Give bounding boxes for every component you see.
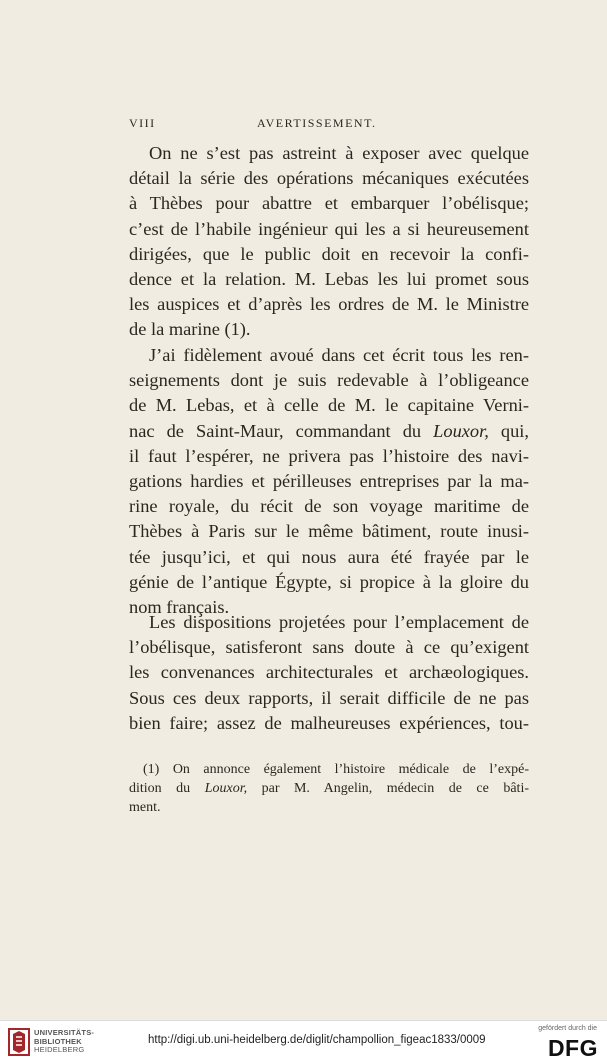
text-line: seignements dont je suis redevable à l’obligeance <box>129 370 529 391</box>
text-line: nom français. <box>129 596 230 617</box>
text-line: bien faire; assez de malheureuses expériences, tou- <box>129 712 529 733</box>
text-line: rine royale, du récit de son voyage maritime de <box>129 496 529 517</box>
text-line: les auspices et d’après les ordres de M. le Ministre <box>129 294 529 315</box>
text-fragment: par M. Angelin, médecin de ce bâti- <box>247 781 530 796</box>
university-library-logo-icon[interactable] <box>8 1028 30 1056</box>
text-line: détail la série des opérations mécaniques exécutées <box>129 168 529 189</box>
footnote-line: (1) On annonce également l’histoire médicale de l’expé- <box>143 762 529 777</box>
footnote <box>129 760 529 817</box>
text-line: gations hardies et périlleuses entreprises par la ma- <box>129 470 529 491</box>
footnote-line <box>129 779 529 798</box>
text-fragment: dition du <box>129 781 205 796</box>
text-line: de la marine (1). <box>129 319 251 340</box>
permalink-url[interactable]: http://digi.ub.uni-heidelberg.de/diglit/champollion_figeac1833/0009 <box>148 1034 486 1046</box>
text-line: J’ai fidèlement avoué dans cet écrit tous les ren- <box>149 345 529 365</box>
funded-by-label: gefördert durch die <box>538 1025 597 1032</box>
text-fragment: qui, <box>488 420 529 441</box>
text-line: il faut l’espérer, ne privera pas l’histoire des navi- <box>129 445 529 466</box>
text-line-with-italic <box>129 419 529 444</box>
page-number: VIII <box>129 116 156 130</box>
dfg-logo[interactable]: DFG <box>547 1035 598 1061</box>
text-line: génie de l’antique Égypte, si propice à la gloire du <box>129 571 529 592</box>
text-line: de M. Lebas, et à celle de M. le capitaine Verni- <box>129 395 529 416</box>
running-head <box>129 116 529 136</box>
library-name: UNIVERSITÄTS- BIBLIOTHEK HEIDELBERG <box>34 1028 95 1054</box>
text-line: On ne s’est pas astreint à exposer avec quelque <box>149 143 529 163</box>
paragraph-2 <box>129 343 529 620</box>
text-line: dence et la relation. M. Lebas les lui promet sous <box>129 268 529 289</box>
ship-name: Louxor, <box>433 420 489 441</box>
footnote-line: ment. <box>129 800 161 815</box>
text-line: dirigées, que le public doit en recevoir la confi- <box>129 243 529 264</box>
ship-name: Louxor, <box>204 781 248 796</box>
text-line: tée jusqu’ici, et qui nous aura été frayée par le <box>129 546 529 567</box>
text-line: Sous ces deux rapports, il serait difficile de ne pas <box>129 687 529 708</box>
text-line: Les dispositions projetées pour l’emplacement de <box>149 612 529 632</box>
text-fragment: nac de Saint-Maur, commandant du <box>129 420 434 441</box>
text-line: Thèbes à Paris sur le même bâtiment, route inusi- <box>129 521 529 542</box>
paragraph-1 <box>129 141 529 343</box>
text-line: l’obélisque, satisferont sans doute à ce qu’exigent <box>129 637 529 658</box>
text-line: les convenances architecturales et archæologiques. <box>129 662 529 683</box>
text-line: à Thèbes pour abattre et embarquer l’obélisque; <box>129 193 529 214</box>
text-line: c’est de l’habile ingénieur qui les a si heureusement <box>129 218 529 239</box>
viewer-footer <box>0 1020 607 1064</box>
running-head-title: AVERTISSEMENT. <box>257 116 377 130</box>
paragraph-3 <box>129 610 529 736</box>
